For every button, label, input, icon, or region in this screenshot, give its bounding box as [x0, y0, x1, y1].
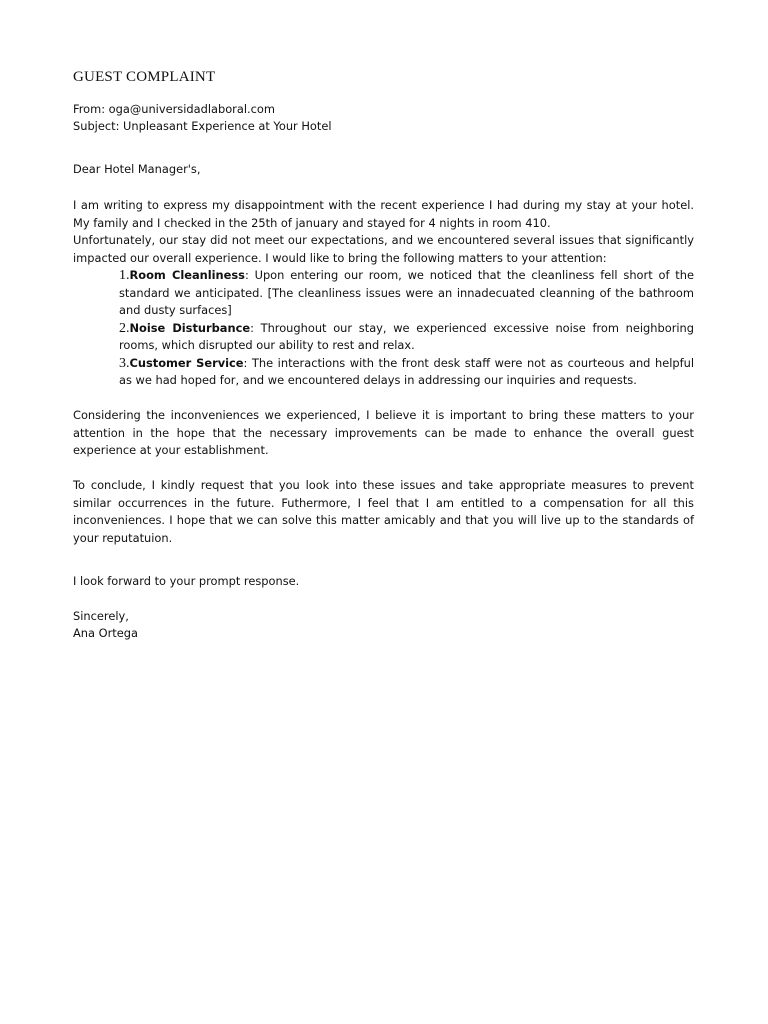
- salutation: Dear Hotel Manager's,: [73, 162, 201, 176]
- subject-line: Subject: Unpleasant Experience at Your Hotel: [73, 119, 332, 133]
- issues-list: [73, 267, 694, 390]
- list-text: : Upon entering our room, we noticed that the cleanliness fell short of the standard we anticipated. [The cleanliness issues were an innadecuated cleanning of the bathroom and dusty surfaces]: [119, 268, 694, 317]
- signature-name: Ana Ortega: [73, 626, 138, 640]
- document-title: GUEST COMPLAINT: [73, 69, 216, 85]
- signoff-block: [73, 608, 138, 642]
- list-item: [119, 267, 694, 320]
- list-item: [119, 355, 694, 390]
- email-header: [73, 101, 332, 135]
- list-text: : The interactions with the front desk staff were not as courteous and helpful as we had hoped for, and we encountered delays in addressing our inquiries and requests.: [119, 355, 694, 387]
- from-line: From: oga@universidadlaboral.com: [73, 102, 275, 116]
- paragraph-conclusion: To conclude, I kindly request that you look into these issues and take appropriate measures to prevent similar occurrences in the future. Futhermore, I feel that I am entitled to a compensation for all this inconveniences. I hope that we can solve this matter amicably and that you will live up to the standards of your reputatuion.: [73, 478, 694, 545]
- list-number: 1.: [119, 268, 130, 283]
- list-heading: Room Cleanliness: [129, 268, 245, 282]
- letter-body: [73, 197, 694, 547]
- paragraph-considering: Considering the inconveniences we experienced, I believe it is important to bring these matters to your attention in the hope that the necessary improvements can be made to enhance the overall guest experience at your establishment.: [73, 408, 694, 457]
- list-item: [119, 320, 694, 355]
- list-heading: Noise Disturbance: [129, 320, 251, 335]
- list-text: : Throughout our stay, we experienced excessive noise from neighboring rooms, which disrupted our ability to rest and relax.: [119, 320, 694, 352]
- list-number: 3.: [119, 355, 130, 371]
- closing-line: I look forward to your prompt response.: [73, 574, 300, 588]
- list-number: 2.: [119, 320, 130, 336]
- signoff: Sincerely,: [73, 609, 129, 623]
- list-heading: Customer Service: [129, 355, 244, 370]
- paragraph-spacer: [73, 390, 694, 408]
- paragraph-intro: I am writing to express my disappointment with the recent experience I had during my stay at your hotel. My family and I checked in the 25th of january and stayed for 4 nights in room 410.: [73, 198, 694, 230]
- paragraph-issues-intro: Unfortunately, our stay did not meet our expectations, and we encountered several issues that significantly impacted our overall experience. I would like to bring the following matters to your attention:: [73, 233, 694, 265]
- paragraph-spacer: [73, 460, 694, 478]
